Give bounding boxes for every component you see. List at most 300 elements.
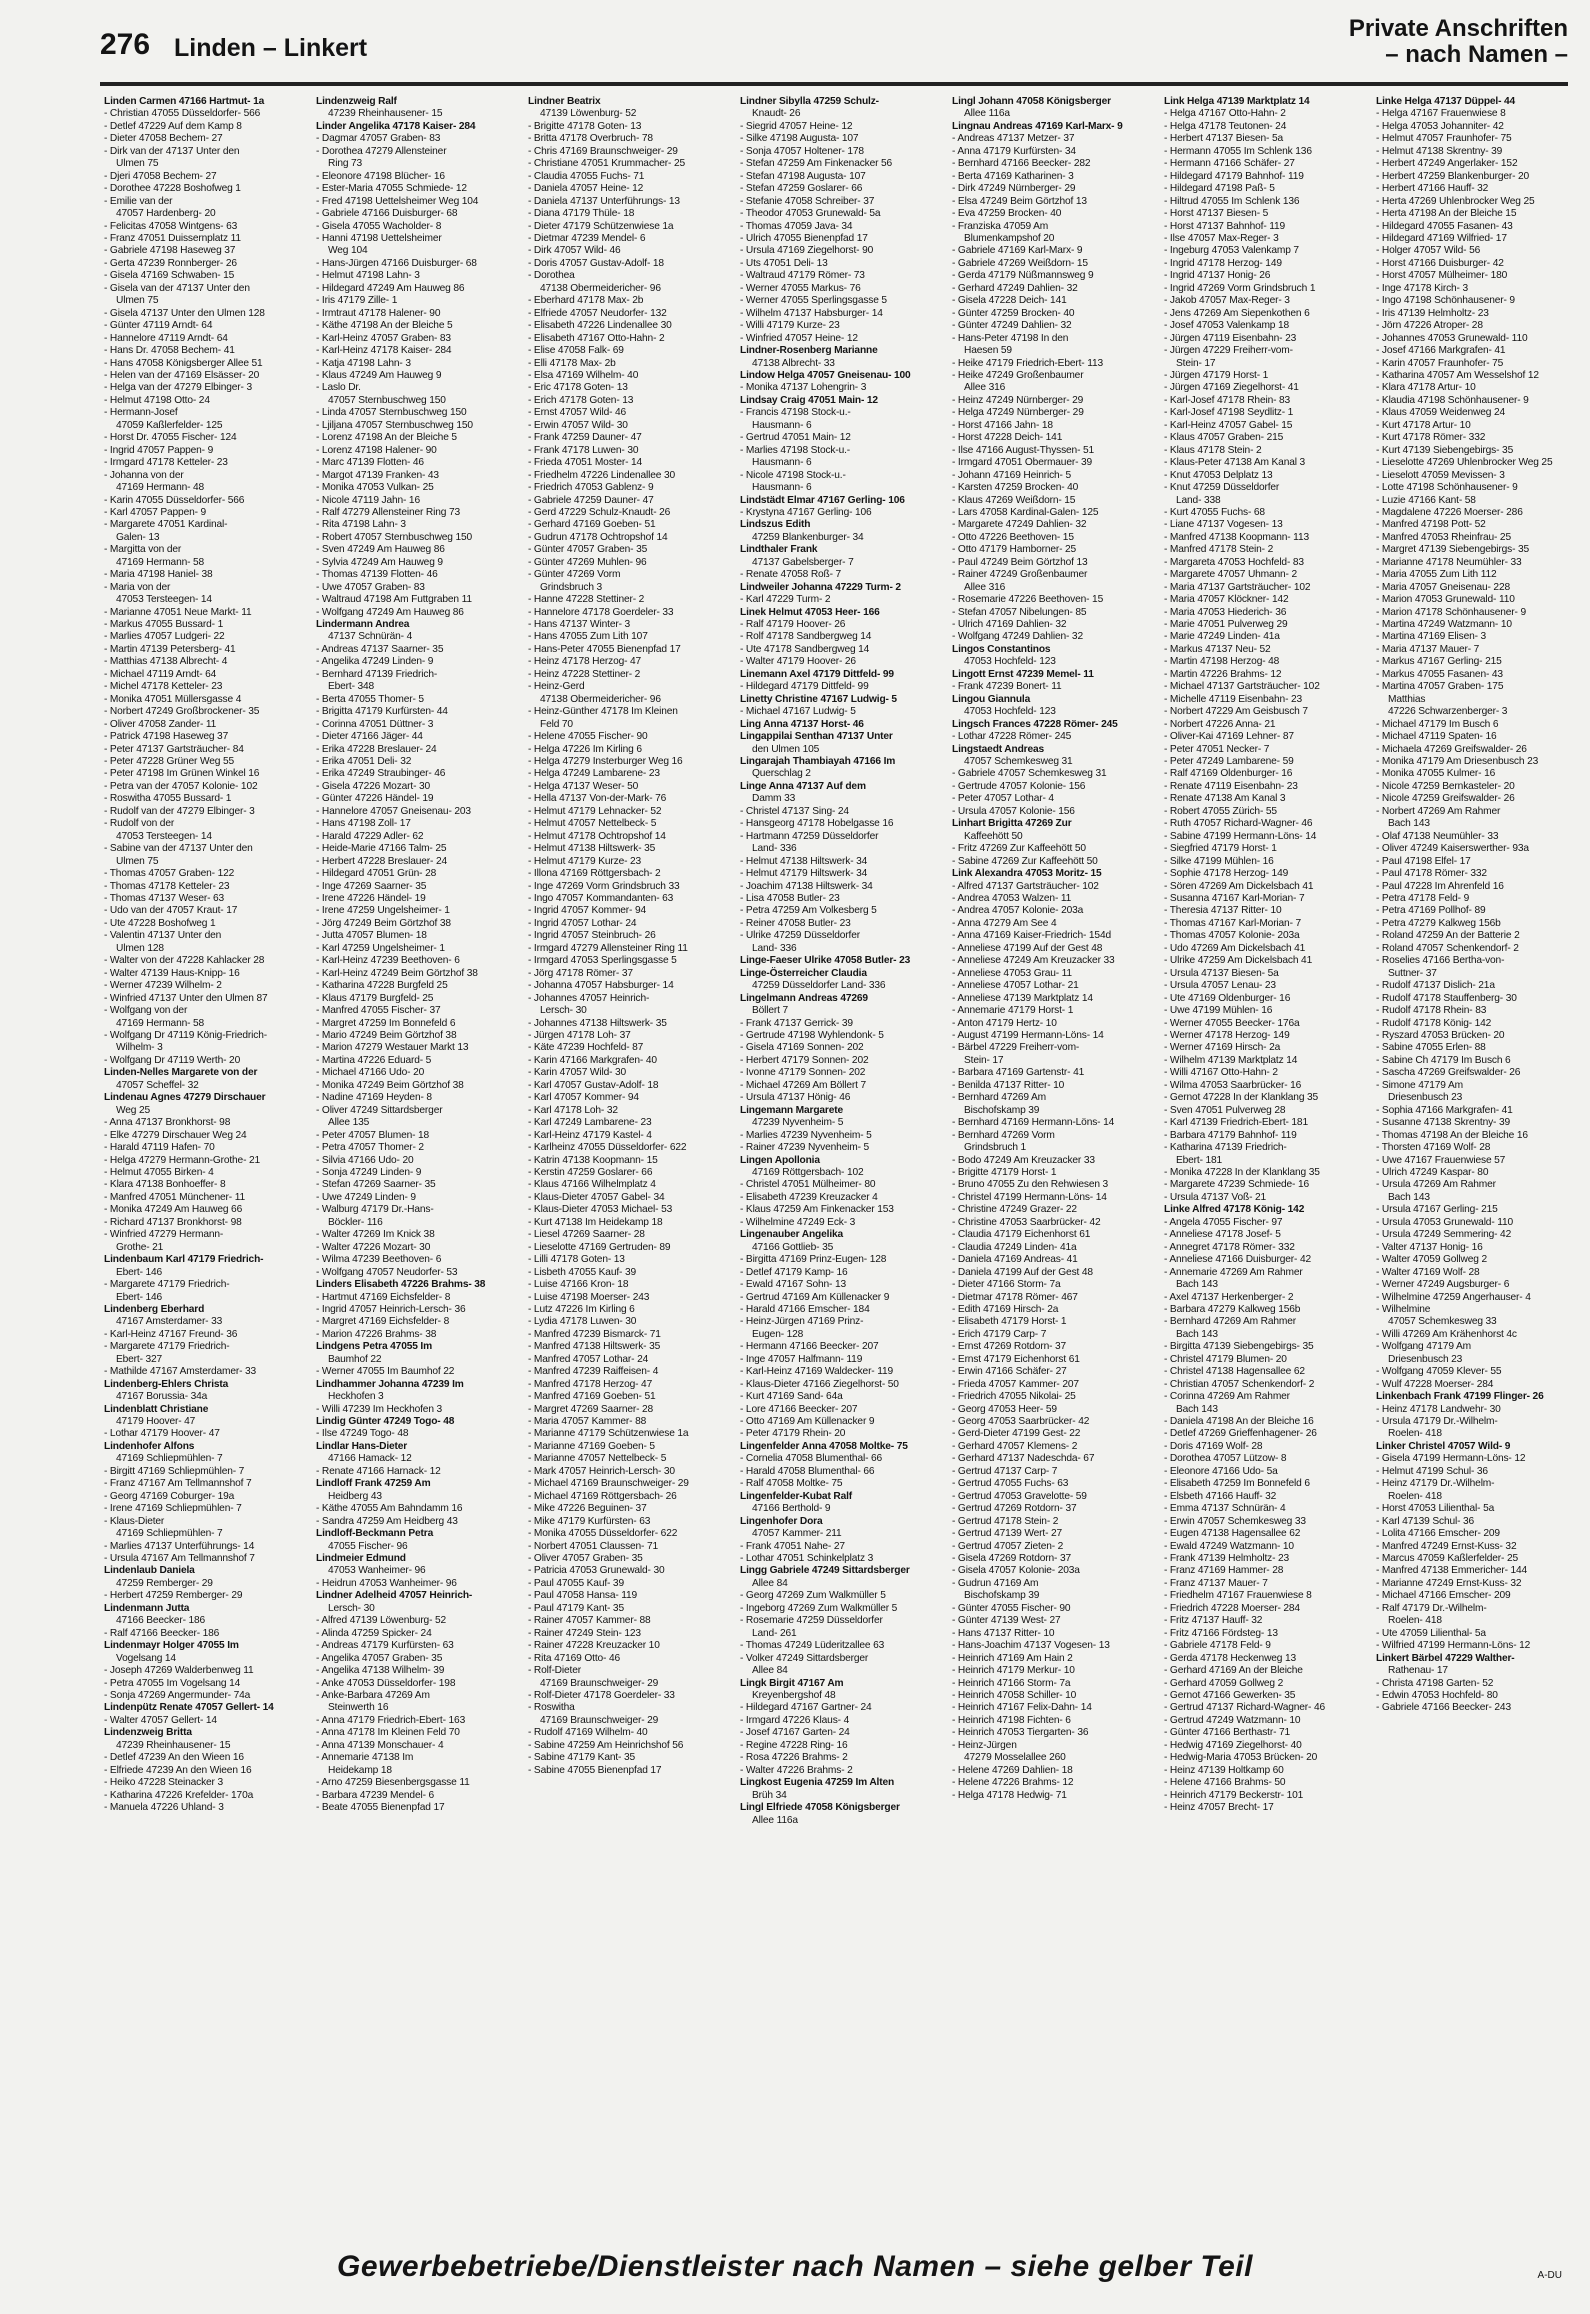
directory-entry: - Martin 47139 Petersberg- 41 <box>104 643 236 655</box>
directory-entry: Lindenhofer Alfons <box>104 1440 195 1452</box>
directory-entry: Lindenberg Eberhard <box>104 1303 205 1315</box>
directory-entry: - Gerhard 47169 An der Bleiche <box>1164 1665 1303 1677</box>
directory-entry: 47053 Tersteegen- 14 <box>116 830 212 842</box>
directory-entry: - Mike 47226 Beguinen- 37 <box>528 1503 647 1515</box>
directory-entry: - Lolita 47166 Emscher- 209 <box>1376 1528 1500 1540</box>
directory-entry: - Lieselotte 47169 Gertruden- 89 <box>528 1241 671 1253</box>
directory-entry: - Sören 47269 Am Dickelsbach 41 <box>1164 880 1314 892</box>
directory-entry: - Maria von der <box>104 581 171 593</box>
directory-column <box>740 96 946 2186</box>
directory-entry: Allee 316 <box>964 382 1006 394</box>
directory-entry: - Robert 47057 Sternbuschweg 150 <box>316 531 473 543</box>
directory-entry: - Heide-Marie 47166 Talm- 25 <box>316 843 447 855</box>
directory-entry: - Rita 47169 Otto- 46 <box>528 1652 620 1664</box>
directory-entry: - Elsa 47169 Wilhelm- 40 <box>528 369 639 381</box>
directory-entry: - Franz 47169 Hammer- 28 <box>1164 1565 1284 1577</box>
directory-entry: - Hiltrud 47055 Im Schlenk 136 <box>1164 195 1300 207</box>
directory-entry: - Ernst 47179 Eichenhorst 61 <box>952 1353 1080 1365</box>
directory-entry: - Marc 47139 Flotten- 46 <box>316 457 424 469</box>
directory-entry: - Margareta 47053 Hochfeld- 83 <box>1164 556 1304 568</box>
directory-entry: - Rolf-Dieter <box>528 1665 581 1677</box>
directory-entry: Roelen- 418 <box>1388 1615 1442 1627</box>
directory-entry: - Dieter 47179 Schützenwiese 1a <box>528 220 674 232</box>
directory-entry: - Roswitha 47055 Bussard- 1 <box>104 793 232 805</box>
directory-entry: - Heinrich 47058 Schiller- 10 <box>952 1690 1077 1701</box>
directory-entry: - Gisela 47199 Hermann-Löns- 12 <box>1376 1453 1526 1465</box>
directory-entry: - Karl 47259 Ungelsheimer- 1 <box>316 942 445 954</box>
directory-entry: - Roland 47259 An der Batterie 2 <box>1376 930 1520 942</box>
directory-entry: Roelen- 418 <box>1388 1490 1442 1502</box>
directory-entry: - Patricia 47053 Grunewald- 30 <box>528 1565 665 1577</box>
directory-entry: Lindenzweig Britta <box>104 1727 192 1739</box>
directory-entry: - Eric 47178 Goten- 13 <box>528 382 628 394</box>
directory-entry: - Iris 47139 Helmholtz- 23 <box>1376 307 1489 319</box>
directory-entry: - Theodor 47053 Grunewald- 5a <box>740 208 881 220</box>
directory-entry: - Heinz 47179 Dr.-Wilhelm- <box>1376 1478 1495 1490</box>
directory-entry: Lingappilai Senthan 47137 Unter <box>740 731 893 743</box>
directory-entry: Grothe- 21 <box>116 1241 164 1253</box>
directory-entry: Lingelmann Andreas 47269 <box>740 992 868 1004</box>
directory-entry: - Klaus 47179 Burgfeld- 25 <box>316 992 434 1004</box>
directory-entry: Linkert Bärbel 47229 Walther- <box>1376 1652 1515 1664</box>
directory-entry: - Anna 47139 Monschauer- 4 <box>316 1739 444 1751</box>
directory-entry: - Thomas 47178 Ketteler- 23 <box>104 880 230 892</box>
directory-entry: - Monika 47228 In der Klanklang 35 <box>1164 1166 1320 1178</box>
directory-entry: - Inge 47269 Saarner- 35 <box>316 880 427 892</box>
directory-entry: - Mario 47249 Beim Görtzhof 38 <box>316 1029 457 1041</box>
directory-entry: - Manfred 47169 Goeben- 51 <box>528 1391 656 1403</box>
directory-entry: - Marianne 47179 Schützenwiese 1a <box>528 1428 689 1440</box>
directory-entry: - Helga 47167 Otto-Hahn- 2 <box>1164 108 1286 120</box>
directory-entry: - Herbert 47166 Hauff- 32 <box>1376 183 1489 195</box>
directory-entry: - Harald 47058 Blumenthal- 66 <box>740 1465 875 1477</box>
page-number: 276 <box>100 28 151 61</box>
directory-entry: - Markus 47137 Neu- 52 <box>1164 643 1271 655</box>
directory-entry: - Barbara 47169 Gartenstr- 41 <box>952 1067 1085 1079</box>
directory-entry: - Detlef 47179 Kamp- 16 <box>740 1266 848 1278</box>
directory-entry: - Wolfgang Dr 47119 König-Friedrich- <box>104 1029 267 1041</box>
directory-entry: - Michael 47166 Udo- 20 <box>316 1067 425 1079</box>
directory-entry: - Willi 47179 Kurze- 23 <box>740 320 840 332</box>
directory-entry: - Michaela 47269 Greifswalder- 26 <box>1376 743 1527 755</box>
directory-entry: - Angelika 47138 Wilhelm- 39 <box>316 1665 445 1677</box>
directory-entry: Ebert- 146 <box>116 1291 163 1303</box>
directory-entry: - Rosemarie 47226 Beethoven- 15 <box>952 594 1104 606</box>
directory-entry: - Hildegard 47051 Grün- 28 <box>316 868 437 880</box>
directory-entry: - Gertrud 47139 Wert- 27 <box>952 1528 1063 1540</box>
directory-entry: - Udo van der 47057 Kraut- 17 <box>104 905 238 917</box>
directory-entry: - Walter 47226 Brahms- 2 <box>740 1764 853 1776</box>
directory-entry: - Anna 47178 Im Kleinen Feld 70 <box>316 1727 460 1739</box>
directory-entry: - Gertrude 47057 Kolonie- 156 <box>952 780 1086 792</box>
directory-entry: - Heinz-Günther 47178 Im Kleinen <box>528 706 678 718</box>
directory-entry: - Annemarie 47179 Horst- 1 <box>952 1005 1074 1017</box>
directory-entry: - Günter 47119 Arndt- 64 <box>104 320 213 332</box>
directory-entry: - Irmgard 47226 Klaus- 4 <box>740 1714 850 1726</box>
directory-entry: - Christel 47179 Blumen- 20 <box>1164 1353 1287 1365</box>
directory-entry: - Friedhelm 47226 Lindenallee 30 <box>528 469 675 481</box>
directory-entry: - Gerta 47239 Ronnberger- 26 <box>104 257 237 269</box>
directory-entry: - Marianne 47169 Goeben- 5 <box>528 1440 655 1452</box>
directory-column <box>952 96 1158 2186</box>
directory-entry: - Karsten 47259 Brocken- 40 <box>952 482 1079 494</box>
directory-entry: - Marlies 47057 Ludgeri- 22 <box>104 631 225 643</box>
directory-entry: - Stefan 47269 Saarner- 35 <box>316 1179 436 1191</box>
directory-entry: - Sabine 47055 Bienenpfad 17 <box>528 1764 662 1776</box>
directory-entry: - Horst 47166 Jahn- 18 <box>952 419 1053 431</box>
directory-entry: - Thomas 47059 Java- 34 <box>740 220 853 232</box>
directory-entry: - Manfred 47198 Pott- 52 <box>1376 519 1486 531</box>
directory-entry: - Erika 47228 Breslauer- 24 <box>316 743 437 755</box>
directory-entry: - Nicole 47119 Jahn- 16 <box>316 494 420 506</box>
directory-entry: - Helga 47053 Johanniter- 42 <box>1376 120 1504 132</box>
directory-entry: - Daniela 47169 Andreas- 41 <box>952 1254 1078 1266</box>
directory-entry: Baumhof 22 <box>328 1353 382 1365</box>
directory-entry: - Helmut 47138 Skrentny- 39 <box>1376 145 1503 157</box>
directory-entry: - Manfred 47138 Koopmann- 113 <box>1164 531 1309 543</box>
directory-entry: - Monika 47249 Am Hauweg 66 <box>104 1204 243 1216</box>
directory-entry: - Johannes 47138 Hiltswerk- 35 <box>528 1017 667 1029</box>
directory-entry: - Beate 47055 Bienenpfad 17 <box>316 1802 445 1814</box>
directory-entry: - Martina 47057 Graben- 175 <box>1376 681 1504 693</box>
directory-entry: Lindenpütz Renate 47057 Gellert- 14 <box>104 1702 274 1714</box>
directory-entry: - Marianne 47178 Neumühler- 33 <box>1376 556 1522 568</box>
directory-entry: - Maria 47137 Gartsträucher- 102 <box>1164 581 1311 593</box>
directory-entry: 47259 Remberger- 29 <box>116 1577 213 1589</box>
directory-entry: - Dorothea <box>528 270 575 282</box>
directory-entry: - Rudolf 47178 Rhein- 83 <box>1376 1005 1487 1017</box>
directory-entry: - Christian 47055 Düsseldorfer- 566 <box>104 108 261 120</box>
directory-entry: - Otto 47179 Hamborner- 25 <box>952 544 1077 556</box>
directory-entry: - Heinz 47139 Holtkamp 60 <box>1164 1764 1284 1776</box>
directory-entry: - Bruno 47055 Zu den Rehwiesen 3 <box>952 1179 1109 1191</box>
directory-entry: - Sonja 47249 Linden- 9 <box>316 1166 422 1178</box>
directory-entry: Allee 84 <box>752 1665 788 1677</box>
directory-entry: - Ursula 47167 Gerling- 215 <box>1376 1204 1498 1216</box>
directory-entry: - Heinz 47178 Landwehr- 30 <box>1376 1403 1501 1415</box>
directory-entry: - Helmut 47138 Hiltswerk- 35 <box>528 843 656 855</box>
directory-entry: 47137 Gabelsberger- 7 <box>752 556 854 568</box>
directory-entry: - Joseph 47269 Walderbenweg 11 <box>104 1665 254 1677</box>
directory-entry: - Fred 47198 Uettelsheimer Weg 104 <box>316 195 479 207</box>
directory-entry: - Günter 47057 Graben- 35 <box>528 544 648 556</box>
directory-entry: - Kurt 47055 Fuchs- 68 <box>1164 506 1265 518</box>
directory-entry: - Karl-Heinz 47057 Graben- 83 <box>316 332 451 344</box>
directory-entry: - Anna 47137 Bronkhorst- 98 <box>104 1117 231 1129</box>
directory-entry: - Hartmann 47259 Düsseldorfer <box>740 830 879 842</box>
directory-entry: - Karin 47055 Düsseldorfer- 566 <box>104 494 245 506</box>
directory-entry: - Karl-Heinz 47239 Beethoven- 6 <box>316 955 460 967</box>
directory-entry: - Mathilde 47167 Amsterdamer- 33 <box>104 1366 257 1378</box>
directory-entry: Lingenauber Angelika <box>740 1229 844 1241</box>
directory-entry: - Ivonne 47179 Sonnen- 202 <box>740 1067 866 1079</box>
directory-entry: 47169 Schliepmühlen- 7 <box>116 1528 223 1540</box>
directory-entry: - Dieter 47058 Bechem- 27 <box>104 133 223 145</box>
directory-columns <box>104 96 1582 2186</box>
directory-entry: - Hildegard 47169 Wilfried- 17 <box>1376 232 1507 244</box>
directory-entry: - Helga 47226 Im Kirling 6 <box>528 743 642 755</box>
directory-entry: - Klaus-Dieter <box>104 1515 165 1527</box>
directory-entry: - Otto 47169 Am Küllenacker 9 <box>740 1416 875 1428</box>
directory-entry: Lindthaler Frank <box>740 544 818 556</box>
directory-entry: - Brigitte 47178 Goten- 13 <box>528 120 642 132</box>
directory-entry: Lingemann Margarete <box>740 1104 844 1116</box>
directory-entry: - Stefan 47057 Nibelungen- 85 <box>952 606 1087 618</box>
directory-entry: - Petra 47169 Pollhof- 89 <box>1376 905 1486 917</box>
directory-entry: - Ursula 47249 Semmering- 42 <box>1376 1229 1512 1241</box>
directory-entry: - Waltraud 47179 Römer- 73 <box>740 270 865 282</box>
directory-entry: - Elisabeth 47259 Im Bonnefeld 6 <box>1164 1478 1310 1490</box>
directory-entry: - Gabriele 47166 Duisburger- 68 <box>316 208 458 220</box>
directory-entry: Kaffeehött 50 <box>964 830 1023 842</box>
directory-entry: - Siegfried 47179 Horst- 1 <box>1164 843 1277 855</box>
directory-entry: - Anneliese 47053 Grau- 11 <box>952 967 1072 979</box>
directory-entry: - Karl 47057 Kommer- 94 <box>528 1092 639 1104</box>
directory-entry: Ebert- 146 <box>116 1266 163 1278</box>
directory-entry: Lindenbaum Karl 47179 Friedrich- <box>104 1254 264 1266</box>
directory-entry: - Irene 47226 Händel- 19 <box>316 893 426 904</box>
directory-entry: Brüh 34 <box>752 1789 787 1801</box>
directory-entry: Bach 143 <box>1176 1403 1218 1415</box>
directory-entry: - Ursula 47137 Hönig- 46 <box>740 1092 851 1104</box>
directory-entry: - Valter 47137 Honig- 16 <box>1376 1241 1483 1253</box>
directory-entry: - Christel 47138 Hagensallee 62 <box>1164 1366 1305 1378</box>
directory-entry: - Sabine 47269 Zur Kaffeehött 50 <box>952 855 1098 867</box>
directory-entry: - Wilhelmine 47249 Eck- 3 <box>740 1216 856 1228</box>
directory-entry: Ebert- 348 <box>328 681 375 693</box>
directory-entry: - Johannes 47057 Heinrich- <box>528 992 650 1004</box>
directory-entry: Lingl Elfriede 47058 Königsberger <box>740 1802 900 1814</box>
directory-entry: - Paul 47198 Elfel- 17 <box>1376 855 1471 867</box>
directory-entry: Allee 135 <box>328 1117 370 1129</box>
directory-entry: - Marlies 47198 Stock-u.- <box>740 444 851 456</box>
directory-entry: - Jürgen 47119 Eisenbahn- 23 <box>1164 332 1297 344</box>
directory-entry: - Hans Dr. 47058 Bechem- 41 <box>104 345 235 357</box>
directory-entry: - Andreas 47137 Metzer- 37 <box>952 133 1075 145</box>
directory-entry: - Walter 47269 Im Knick 38 <box>316 1229 435 1241</box>
directory-entry: - Jürgen 47179 Horst- 1 <box>1164 369 1269 381</box>
directory-entry: - Günter 47055 Fischer- 90 <box>952 1602 1071 1614</box>
directory-entry: - Gerda 47178 Heckenweg 13 <box>1164 1652 1297 1664</box>
directory-entry: - Matthias 47138 Albrecht- 4 <box>104 656 228 668</box>
directory-entry: - Oliver-Kai 47169 Lehner- 87 <box>1164 731 1294 743</box>
directory-entry: - Gernot 47228 In der Klanklang 35 <box>1164 1092 1319 1104</box>
directory-entry: - Margarete 47239 Schmiede- 16 <box>1164 1179 1309 1191</box>
directory-entry: - Hansgeorg 47178 Hobelgasse 16 <box>740 818 894 830</box>
directory-entry: Lindszus Edith <box>740 519 811 531</box>
directory-entry: 47169 Braunschweiger- 29 <box>540 1677 659 1689</box>
directory-entry: Lindner-Rosenberg Marianne <box>740 345 878 357</box>
directory-entry: - Helga van der 47279 Elbinger- 3 <box>104 382 252 394</box>
directory-entry: Lingkost Eugenia 47259 Im Alten <box>740 1777 895 1789</box>
directory-entry: - Helmut 47179 Lehnacker- 52 <box>528 805 662 817</box>
directory-entry: - Maria 47057 Klöckner- 142 <box>1164 594 1289 606</box>
directory-entry: - Gisela 47055 Wacholder- 8 <box>316 220 442 232</box>
directory-entry: - Peter 47179 Rhein- 20 <box>740 1428 846 1440</box>
directory-entry: - Helga 47249 Lambarene- 23 <box>528 768 660 780</box>
directory-entry: - Andreas 47137 Saarner- 35 <box>316 643 444 655</box>
directory-entry: Lindstädt Elmar 47167 Gerling- 106 <box>740 494 905 506</box>
directory-entry: - Dieter 47166 Jäger- 44 <box>316 731 423 743</box>
directory-entry: - Sandra 47259 Am Heidberg 43 <box>316 1515 458 1527</box>
directory-entry: - Horst Dr. 47055 Fischer- 124 <box>104 432 237 444</box>
directory-entry: - Doris 47169 Wolf- 28 <box>1164 1440 1263 1452</box>
directory-entry: - Waltraud 47198 Am Futtgraben 11 <box>316 594 472 606</box>
directory-entry: - Marie 47051 Pulverweg 29 <box>1164 619 1288 631</box>
directory-entry: - Thomas 47249 Lüderitzallee 63 <box>740 1640 885 1652</box>
directory-entry: - Gertrud 47057 Zieten- 2 <box>952 1540 1064 1552</box>
directory-entry: Linge-Faeser Ulrike 47058 Butler- 23 <box>740 955 911 967</box>
directory-entry: - Hildegard 47179 Dittfeld- 99 <box>740 681 869 693</box>
directory-entry: - Annemarie 47269 Am Rahmer <box>1164 1266 1303 1278</box>
directory-entry: Lingsch Frances 47228 Römer- 245 <box>952 718 1118 730</box>
directory-entry: - Corinna 47269 Am Rahmer <box>1164 1391 1290 1403</box>
directory-entry: - Wilfried 47199 Hermann-Löns- 12 <box>1376 1640 1531 1652</box>
directory-entry: - Simone 47179 Am <box>1376 1079 1463 1091</box>
directory-entry: - Marie 47249 Linden- 41a <box>1164 631 1280 643</box>
directory-entry: - Lisa 47058 Butler- 23 <box>740 893 840 904</box>
directory-entry: - Eberhard 47178 Max- 2b <box>528 295 644 307</box>
directory-entry: - Helmut 47198 Otto- 24 <box>104 394 210 406</box>
directory-entry: - Walter 47057 Gellert- 14 <box>104 1714 217 1726</box>
directory-entry: - Regine 47228 Ring- 16 <box>740 1739 848 1751</box>
directory-entry: Lingou Giannula <box>952 693 1031 705</box>
directory-entry: - Jörn 47226 Atroper- 28 <box>1376 320 1483 332</box>
directory-entry: - Ernst 47269 Rotdorn- 37 <box>952 1341 1067 1353</box>
directory-entry: - Helmut 47057 Fraunhofer- 75 <box>1376 133 1512 145</box>
directory-entry: - Elisabeth 47167 Otto-Hahn- 2 <box>528 332 665 344</box>
directory-entry: - Inge 47269 Vorm Grindsbruch 33 <box>528 880 680 892</box>
directory-entry: - Mike 47179 Kurfürsten- 63 <box>528 1515 651 1527</box>
directory-entry: Land- 336 <box>752 843 797 855</box>
directory-entry: - Käthe 47198 An der Bleiche 5 <box>316 320 453 332</box>
directory-entry: - Nicole 47259 Greifswalder- 26 <box>1376 793 1515 805</box>
directory-entry: - Manfred 47178 Stein- 2 <box>1164 544 1274 556</box>
directory-entry: - Rainer 47249 Großenbaumer <box>952 569 1088 581</box>
directory-entry: - Manfred 47051 Münchener- 11 <box>104 1191 246 1203</box>
directory-entry: Grindsbruch 1 <box>964 1142 1027 1154</box>
directory-entry: - Helene 47166 Brahms- 50 <box>1164 1777 1286 1789</box>
directory-entry: - Gerd 47229 Schulz-Knaudt- 26 <box>528 506 671 518</box>
directory-entry: - Frank 47139 Helmholtz- 23 <box>1164 1553 1290 1565</box>
directory-entry: - Hans-Jürgen 47166 Duisburger- 68 <box>316 257 477 269</box>
directory-entry: Lingenhofer Dora <box>740 1515 823 1527</box>
directory-entry: - Thomas 47167 Karl-Morian- 7 <box>1164 917 1302 929</box>
directory-entry: - Lotte 47198 Schönhausener- 9 <box>1376 482 1518 494</box>
directory-entry: den Ulmen 105 <box>752 743 820 755</box>
directory-entry: - Günter 47249 Dahlien- 32 <box>952 320 1072 332</box>
directory-entry: 47166 Gottlieb- 35 <box>752 1241 834 1253</box>
directory-entry: Ring 73 <box>328 158 363 170</box>
directory-entry: - Axel 47137 Herkenberger- 2 <box>1164 1291 1294 1303</box>
directory-entry: Land- 261 <box>752 1627 797 1639</box>
directory-entry: - Daniela 47057 Heine- 12 <box>528 183 644 195</box>
directory-entry: - Hans 47137 Winter- 3 <box>528 619 631 631</box>
directory-entry: - Erich 47179 Carp- 7 <box>952 1328 1047 1340</box>
directory-entry: - Karl-Heinz 47249 Beim Görtzhof 38 <box>316 967 478 979</box>
directory-entry: - Berta 47169 Katharinen- 3 <box>952 170 1074 182</box>
directory-entry: Ulmen 75 <box>116 295 159 307</box>
directory-entry: - Heinz-Jürgen <box>952 1739 1017 1751</box>
directory-entry: - Heinrich 47179 Beckerstr- 101 <box>1164 1789 1304 1801</box>
directory-entry: - Edwin 47053 Hochfeld- 80 <box>1376 1690 1498 1701</box>
directory-entry: - Karl-Josef 47198 Seydlitz- 1 <box>1164 407 1294 419</box>
directory-entry: - Michael 47169 Röttgersbach- 26 <box>528 1490 677 1502</box>
directory-entry: - Kurt 47138 Im Heidekamp 18 <box>528 1216 663 1228</box>
directory-entry: - Irene 47169 Schliepmühlen- 7 <box>104 1503 242 1515</box>
directory-entry: Rathenau- 17 <box>1388 1665 1448 1677</box>
directory-entry: - Dirk 47249 Nürnberger- 29 <box>952 183 1076 195</box>
directory-entry: - Elsa 47249 Beim Görtzhof 13 <box>952 195 1087 207</box>
directory-entry: - Friedrich 47055 Nikolai- 25 <box>952 1391 1076 1403</box>
directory-entry: - Silke 47198 Augusta- 107 <box>740 133 859 145</box>
directory-entry: - Karl 47057 Gustav-Adolf- 18 <box>528 1079 659 1091</box>
directory-entry: - Monika 47137 Lohengrin- 3 <box>740 382 867 394</box>
directory-entry: - Heinz-Gerd <box>528 681 585 693</box>
directory-entry: - Lars 47058 Kardinal-Galen- 125 <box>952 506 1099 518</box>
directory-column <box>1164 96 1370 2186</box>
directory-entry: - Sylvia 47249 Am Hauweg 9 <box>316 556 443 568</box>
directory-entry: - Ingo 47198 Schönhausener- 9 <box>1376 295 1515 307</box>
directory-entry: - Anneliese 47249 Am Kreuzacker 33 <box>952 955 1115 967</box>
directory-entry: - Horst 47053 Lilienthal- 5a <box>1376 1503 1495 1515</box>
directory-entry: - Herta 47198 An der Bleiche 15 <box>1376 208 1517 220</box>
directory-entry: - Paul 47058 Hansa- 119 <box>528 1590 638 1602</box>
directory-entry: - Michael 47167 Ludwig- 5 <box>740 706 856 718</box>
directory-entry: - Angelika 47057 Graben- 35 <box>316 1652 443 1664</box>
directory-entry: - Fritz 47269 Zur Kaffeehött 50 <box>952 843 1086 855</box>
directory-entry: - Michael 47269 Am Böllert 7 <box>740 1079 867 1091</box>
directory-entry: - Werner 47169 Hirsch- 2a <box>1164 1042 1281 1054</box>
directory-entry: - Helga 47178 Hedwig- 71 <box>952 1789 1067 1801</box>
directory-entry: - Manfred 47178 Herzog- 47 <box>528 1378 653 1390</box>
directory-entry: Lingg Gabriele 47249 Sittardsberger <box>740 1565 910 1577</box>
directory-entry: Bach 143 <box>1176 1279 1218 1291</box>
directory-entry: Lingl Johann 47058 Königsberger <box>952 96 1111 107</box>
directory-entry: - Eleonore 47166 Udo- 5a <box>1164 1465 1278 1477</box>
directory-entry: - Corinna 47051 Düttner- 3 <box>316 718 434 730</box>
directory-entry: Ebert- 181 <box>1176 1154 1223 1166</box>
directory-entry: - Marianne 47249 Ernst-Kuss- 32 <box>1376 1577 1522 1589</box>
directory-entry: - Günter 47259 Brocken- 40 <box>952 307 1075 319</box>
directory-entry: Linhart Brigitta 47269 Zur <box>952 818 1072 830</box>
directory-entry: - Karin 47057 Wild- 30 <box>528 1067 627 1079</box>
directory-entry: - Nicole 47259 Bernkasteler- 20 <box>1376 780 1515 792</box>
directory-entry: Roelen- 418 <box>1388 1428 1442 1440</box>
footer-note: Gewerbebetriebe/Dienstleister nach Namen – siehe gelber Teil <box>337 2250 1253 2283</box>
directory-entry: - Margarete 47249 Dahlien- 32 <box>952 519 1087 531</box>
directory-entry: - Helga 47279 Insterburger Weg 16 <box>528 756 683 768</box>
directory-entry: Linkenbach Frank 47199 Flinger- 26 <box>1376 1391 1544 1403</box>
directory-entry: - Martina 47249 Watzmann- 10 <box>1376 619 1512 631</box>
directory-entry: - Patrick 47198 Haseweg 37 <box>104 731 229 743</box>
directory-entry: - Eleonore 47198 Blücher- 16 <box>316 170 445 182</box>
directory-entry: - Herbert 47259 Remberger- 29 <box>104 1590 243 1602</box>
directory-entry: - Hildegard 47167 Gartner- 24 <box>740 1702 872 1714</box>
directory-entry: - Ingrid 47057 Kommer- 94 <box>528 905 646 917</box>
directory-entry: - Ester-Maria 47055 Schmiede- 12 <box>316 183 467 195</box>
directory-entry: - Bernhard 47269 Am <box>952 1092 1046 1104</box>
directory-entry: - Walter von der 47228 Kahlacker 28 <box>104 955 265 967</box>
directory-entry: - Günter 47139 West- 27 <box>952 1615 1061 1627</box>
directory-entry: - Susanna 47167 Karl-Morian- 7 <box>1164 893 1305 904</box>
directory-entry: - Rudolf 47137 Dislich- 21a <box>1376 980 1495 992</box>
directory-entry: Hausmann- 6 <box>752 419 812 431</box>
directory-entry: - Francis 47198 Stock-u.- <box>740 407 851 419</box>
directory-entry: - Klaus 47178 Stein- 2 <box>1164 444 1262 456</box>
directory-entry: - Horst 47166 Duisburger- 42 <box>1376 257 1504 269</box>
directory-entry: - Rolf 47178 Sandbergweg 14 <box>740 631 872 643</box>
